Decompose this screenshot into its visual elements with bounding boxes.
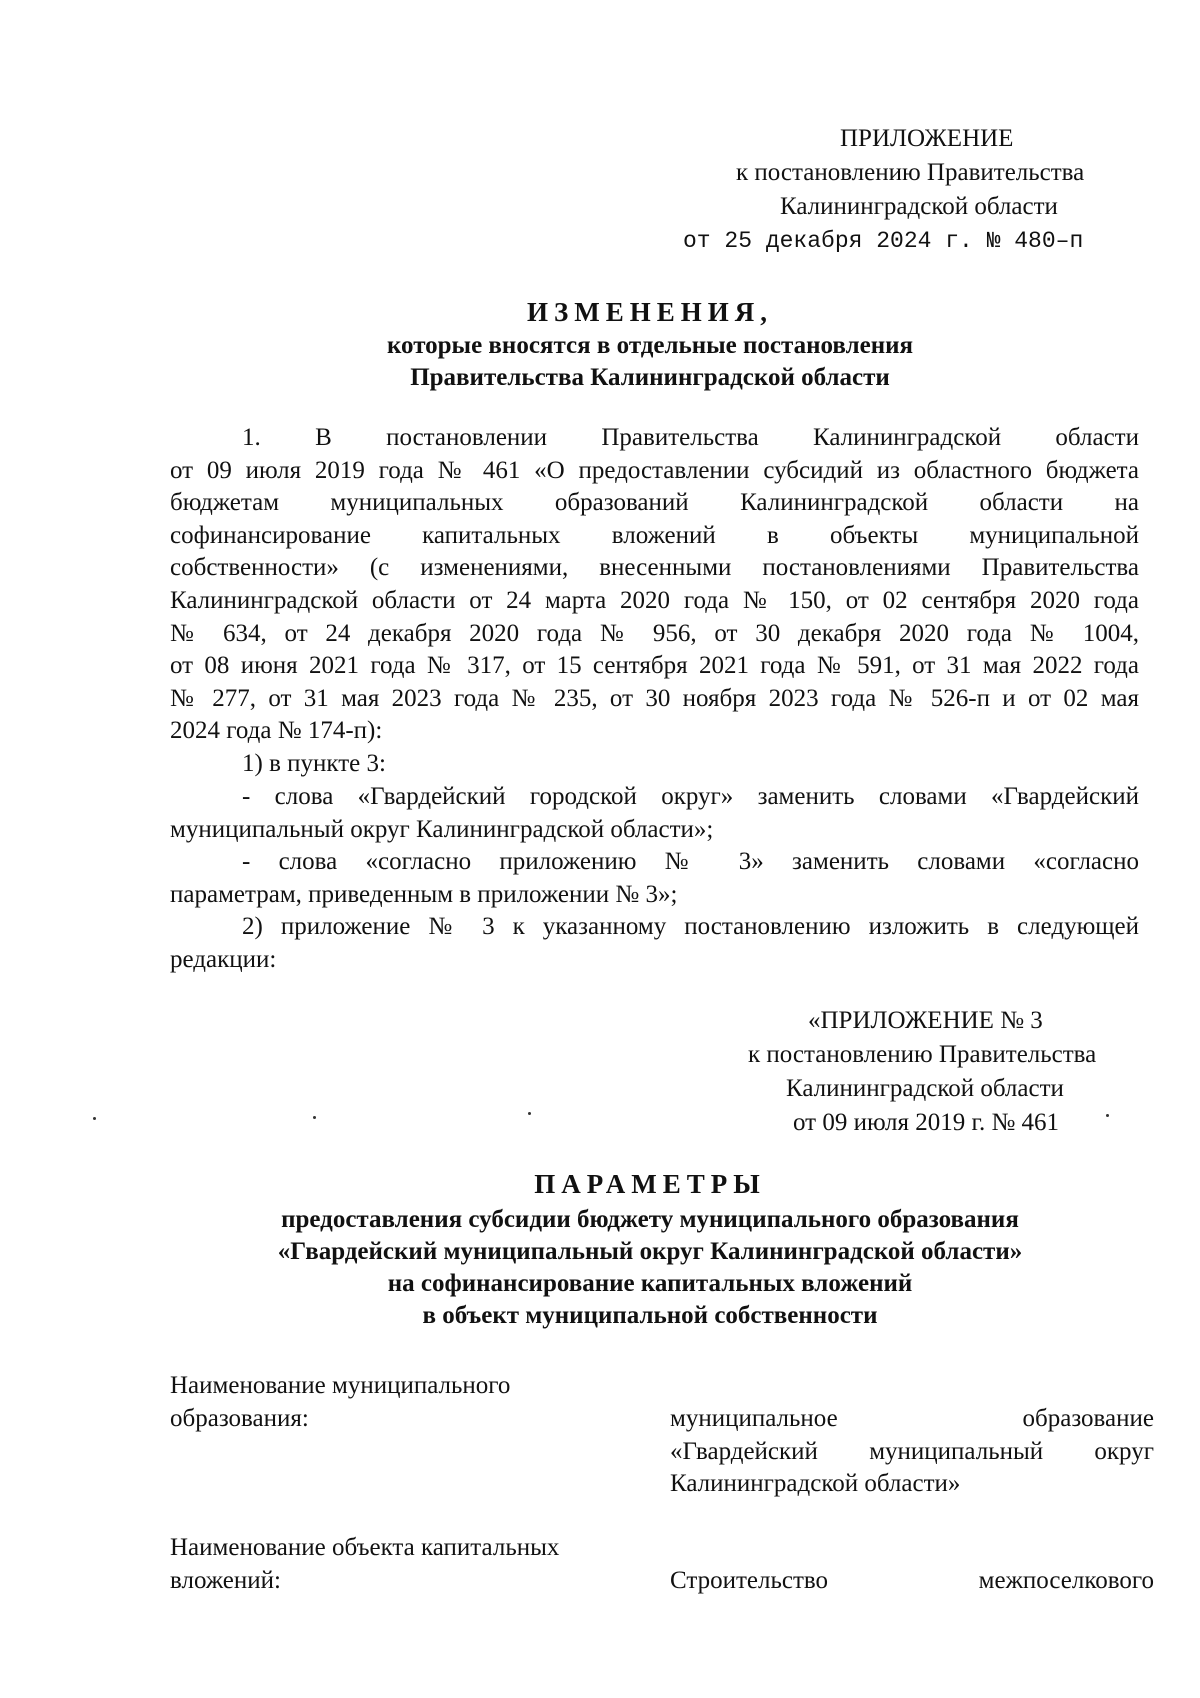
- params-title: ПАРАМЕТРЫ: [534, 1169, 766, 1199]
- params-subtitle-1: предоставления субсидии бюджету муниципального образования: [281, 1206, 1019, 1233]
- appendix-date-number: от 25 декабря 2024 г. № 480–п: [683, 228, 1084, 254]
- params-subtitle-2: «Гвардейский муниципальный округ Калининградской области»: [277, 1238, 1023, 1265]
- changes-title: ИЗМЕНЕНИЯ,: [526, 297, 773, 327]
- paragraph-line: Калининградской области от 24 марта 2020 года № 150, от 02 сентября 2020 года: [170, 586, 1139, 614]
- paragraph-line: - слова «Гвардейский городской округ» заменить словами «Гвардейский: [242, 783, 1139, 810]
- paragraph-1: [170, 422, 1139, 748]
- value-line: Строительство межпоселкового: [670, 1567, 1154, 1594]
- paragraph-line: муниципальный округ Калининградской области»;: [170, 815, 714, 843]
- paragraph-line: 1. В постановлении Правительства Калининградской области: [242, 424, 1139, 451]
- appendix-3-region: Калининградской области: [786, 1075, 1064, 1102]
- paragraph-line: редакции:: [170, 945, 277, 973]
- item-2: [170, 911, 1139, 976]
- paragraph-line: № 277, от 31 мая 2023 года № 235, от 30 ноября 2023 года № 526-п и от 02 мая: [170, 684, 1139, 712]
- appendix-region: Калининградской области: [780, 193, 1058, 220]
- municipality-label-line-2: образования:: [170, 1405, 309, 1432]
- item-1-dash-2: [170, 846, 1139, 911]
- municipality-label-line-1: Наименование муниципального: [170, 1372, 511, 1399]
- object-label-line-2: вложений:: [170, 1567, 281, 1594]
- paragraph-line: параметрам, приведенным в приложении № 3»;: [170, 880, 678, 908]
- value-line: муниципальное образование: [670, 1405, 1154, 1432]
- value-line: «Гвардейский муниципальный округ: [670, 1437, 1154, 1465]
- params-subtitle-3: на софинансирование капитальных вложений: [387, 1270, 913, 1297]
- changes-subtitle-2: Правительства Калининградской области: [410, 364, 890, 391]
- scan-speck: [313, 1116, 316, 1119]
- paragraph-line: № 634, от 24 декабря 2020 года № 956, от 30 декабря 2020 года № 1004,: [170, 619, 1139, 647]
- paragraph-line: 2024 года № 174-п):: [170, 717, 383, 745]
- appendix-3-title: «ПРИЛОЖЕНИЕ № 3: [808, 1007, 1043, 1034]
- scan-speck: [93, 1117, 96, 1120]
- municipality-value: [670, 1403, 1154, 1501]
- value-line: Калининградской области»: [670, 1470, 961, 1498]
- object-value: [670, 1565, 1154, 1598]
- item-1-dash-1: [170, 781, 1139, 846]
- scan-speck: [1106, 1114, 1109, 1117]
- paragraph-line: софинансирование капитальных вложений в объекты муниципальной: [170, 521, 1139, 549]
- appendix-reference: к постановлению Правительства: [736, 159, 1085, 186]
- paragraph-line: от 09 июля 2019 года № 461 «О предоставлении субсидий из областного бюджета: [170, 456, 1139, 484]
- object-label-line-1: Наименование объекта капитальных: [170, 1534, 560, 1561]
- paragraph-line: бюджетам муниципальных образований Калининградской области на: [170, 489, 1139, 517]
- item-1-intro: 1) в пункте 3:: [242, 750, 386, 777]
- appendix-title: ПРИЛОЖЕНИЕ: [840, 125, 1014, 152]
- scan-speck: [528, 1112, 531, 1115]
- appendix-3-reference: к постановлению Правительства: [748, 1041, 1097, 1068]
- paragraph-line: собственности» (с изменениями, внесенными постановлениями Правительства: [170, 554, 1139, 582]
- paragraph-line: от 08 июня 2021 года № 317, от 15 сентября 2021 года № 591, от 31 мая 2022 года: [170, 652, 1139, 680]
- paragraph-line: 2) приложение № 3 к указанному постановлению изложить в следующей: [242, 913, 1139, 940]
- paragraph-line: - слова «согласно приложению № 3» заменить словами «согласно: [242, 848, 1139, 875]
- appendix-3-date-number: от 09 июля 2019 г. № 461: [793, 1109, 1060, 1136]
- params-subtitle-4: в объект муниципальной собственности: [422, 1302, 878, 1329]
- changes-subtitle-1: которые вносятся в отдельные постановления: [386, 332, 914, 359]
